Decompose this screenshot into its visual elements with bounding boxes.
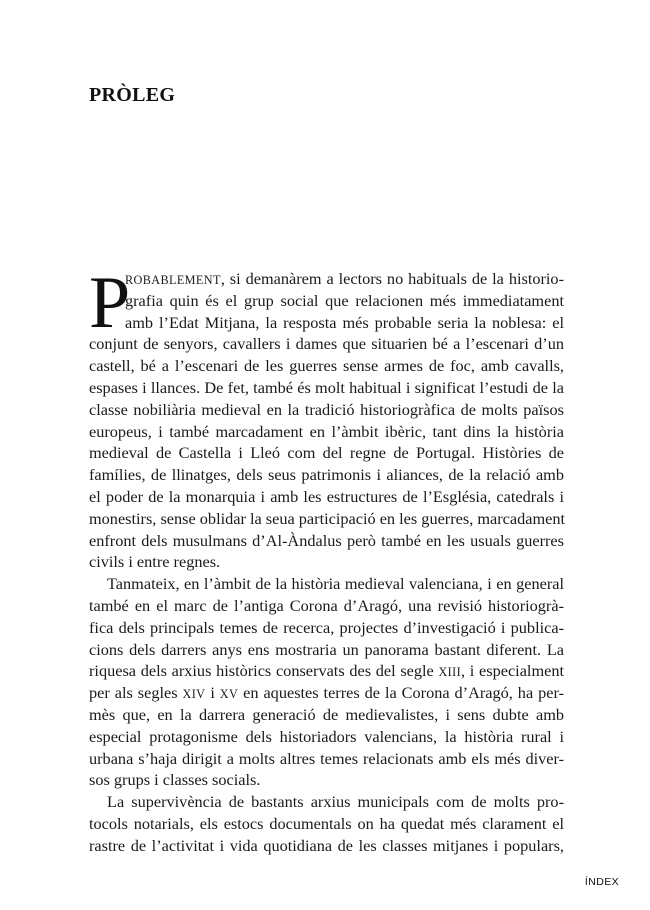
text-line: especial protagonisme dels historiadors valencians, la història rural i (89, 726, 564, 746)
text-fragment: en aquestes terres de la Corona d’Aragó, ha per- (238, 683, 564, 703)
text-line: classe nobiliària medieval en la tradició historiogràfica de molts països (89, 399, 564, 419)
text-line: el poder de la monarquia i amb les estructures de l’Església, catedrals i (89, 486, 564, 506)
text-line: enfront dels musulmans d’Al-Àndalus però també en les usuals guerres (89, 530, 564, 550)
text-line: castell, bé a l’escenari de les guerres sense armes de foc, amb cavalls, (89, 356, 564, 376)
text-line (89, 682, 564, 704)
small-caps-lead: ROBABLEMENT (125, 273, 221, 287)
text-line: monestirs, sense oblidar la seua participació en les guerres, marcadament (89, 508, 566, 528)
text-line: fica dels principals temes de recerca, projectes d’investigació i publica- (89, 617, 564, 637)
index-link[interactable]: ÍNDEX (584, 876, 619, 888)
text-fragment: riquesa dels arxius històrics conservats des del segle (89, 661, 439, 681)
text-fragment: , si demanàrem a lectors no habituals de la historio- (220, 269, 564, 288)
text-line: tocols notarials, els estocs documentals on ha quedat més clarament el (89, 813, 564, 833)
text-line: europeus, i també marcadament en l’àmbit ibèric, tant dins la història (89, 421, 564, 441)
text-line: urbana s’haja dirigit a molts altres temes relacionats amb els més diver- (89, 748, 564, 768)
text-line: rastre de l’activitat i vida quotidiana de les classes mitjanes i populars, (89, 835, 564, 855)
text-line: civils i entre regnes. (89, 552, 221, 572)
century-numeral: XV (219, 687, 239, 702)
text-line (89, 660, 564, 682)
text-line: mès que, en la darrera generació de medievalistes, i sens dubte amb (89, 704, 564, 724)
text-line: La supervivència de bastants arxius municipals com de molts pro- (107, 792, 564, 812)
text-line: amb l’Edat Mitjana, la resposta més probable seria la noblesa: el (125, 312, 564, 332)
text-line: conjunt de senyors, cavallers i dames que situarien bé a l’escenari d’un (89, 334, 564, 354)
text-line: espases i llances. De fet, també és molt habitual i significat l’estudi de la (89, 377, 564, 397)
body-text (89, 262, 566, 857)
text-line: famílies, de llinatges, dels seus patrimonis i aliances, de la relació amb (89, 465, 564, 485)
chapter-title: PRÒLEG (89, 84, 176, 106)
text-line: sos grups i classes socials. (89, 770, 261, 790)
text-line: també en el marc de l’antiga Corona d’Aragó, una revisió historiogrà- (89, 595, 564, 615)
text-line: grafia quin és el grup social que relacionen més immediatament (125, 290, 564, 310)
drop-cap-letter: P (89, 262, 131, 344)
text-fragment: , i especialment (461, 661, 564, 681)
century-numeral: XIV (182, 687, 206, 702)
text-line (89, 268, 564, 290)
text-fragment: per als segles (89, 683, 183, 703)
text-line: Tanmateix, en l’àmbit de la història medieval valenciana, i en general (107, 574, 564, 594)
text-fragment: i (205, 683, 220, 703)
text-line: cions dels darrers anys ens mostraria un panorama bastant diferent. La (89, 639, 564, 659)
text-line: medieval de Castella i Lleó com del regne de Portugal. Històries de (89, 443, 564, 463)
century-numeral: XIII (438, 665, 462, 680)
